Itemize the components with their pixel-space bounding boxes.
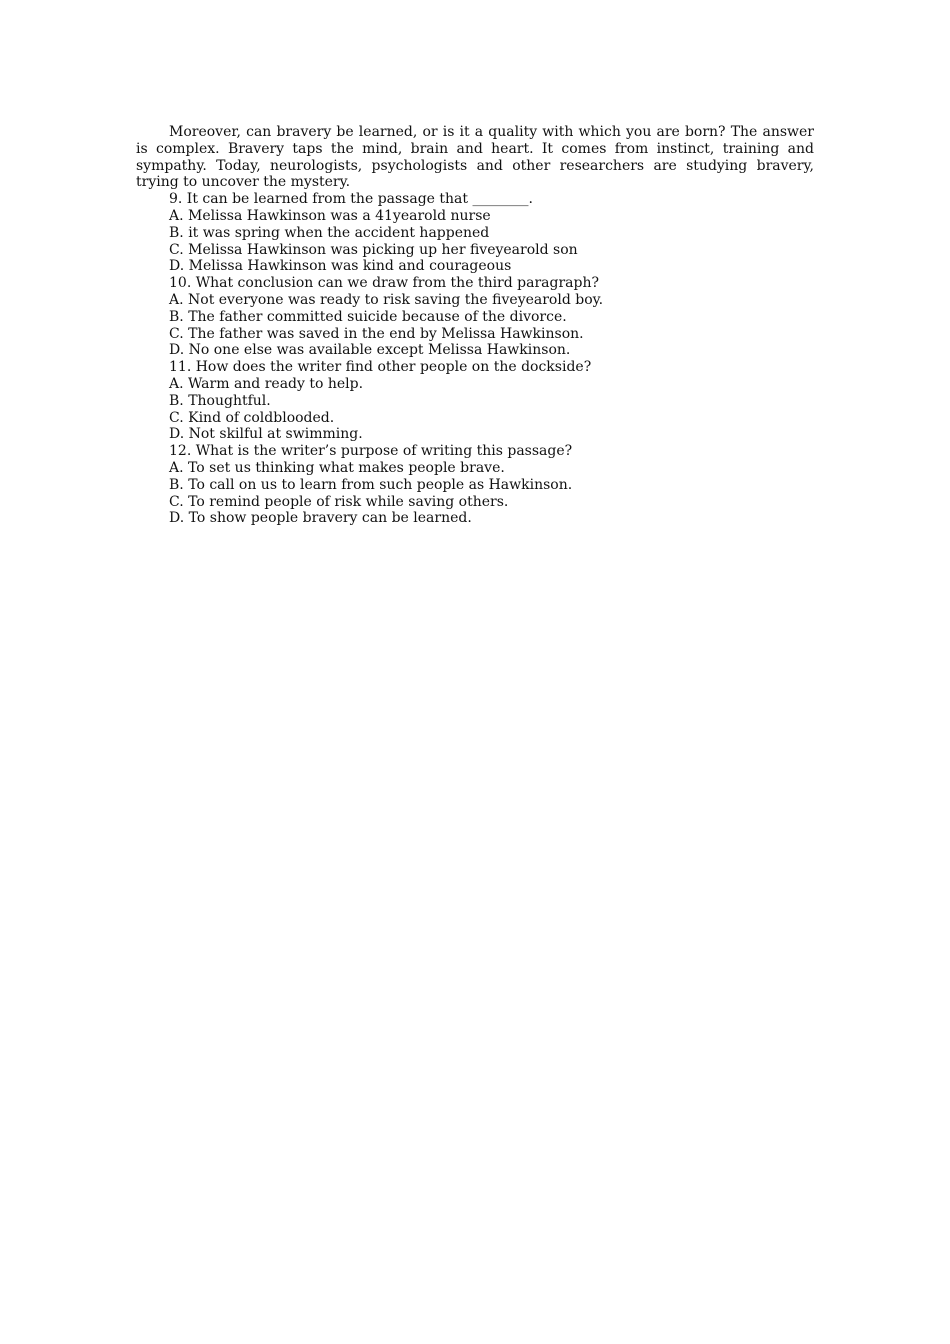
answer-option: C. Kind of coldblooded. (169, 409, 335, 426)
question-9 (136, 191, 814, 275)
document-page (136, 124, 814, 527)
question-stem: 9. It can be learned from the passage that ________. (169, 191, 533, 208)
answer-option: D. No one else was available except Melissa Hawkinson. (169, 342, 571, 359)
answer-option: C. The father was saved in the end by Melissa Hawkinson. (169, 325, 584, 342)
answer-option: D. Not skilful at swimming. (169, 426, 363, 443)
answer-option: A. To set us thinking what makes people brave. (169, 459, 505, 476)
question-10 (136, 275, 814, 359)
passage-paragraph: Moreover, can bravery be learned, or is it a quality with which you are born? The answer is complex. Bravery taps the mind, brain and heart. It comes from instinct, training and sympathy. Today, neurologists, psychologists and other researchers are studying bravery, trying to uncover the mystery. (136, 124, 814, 191)
answer-option: B. Thoughtful. (169, 392, 271, 409)
answer-option: C. Melissa Hawkinson was picking up her fiveyearold son (169, 241, 578, 258)
answer-option: D. Melissa Hawkinson was kind and courageous (169, 258, 512, 275)
answer-option: B. it was spring when the accident happened (169, 224, 490, 241)
answer-option: B. The father committed suicide because of the divorce. (169, 308, 567, 325)
question-11 (136, 359, 814, 443)
question-stem: 12. What is the writer’s purpose of writing this passage? (169, 443, 573, 460)
answer-option: A. Warm and ready to help. (169, 375, 364, 392)
answer-option: A. Melissa Hawkinson was a 41yearold nurse (169, 207, 491, 224)
answer-option: B. To call on us to learn from such people as Hawkinson. (169, 476, 573, 493)
answer-option: C. To remind people of risk while saving others. (169, 493, 509, 510)
question-stem: 11. How does the writer find other people on the dockside? (169, 359, 592, 376)
answer-option: D. To show people bravery can be learned. (169, 510, 472, 527)
question-stem: 10. What conclusion can we draw from the third paragraph? (169, 275, 599, 292)
answer-option: A. Not everyone was ready to risk saving the fiveyearold boy. (169, 291, 604, 308)
question-12 (136, 443, 814, 527)
